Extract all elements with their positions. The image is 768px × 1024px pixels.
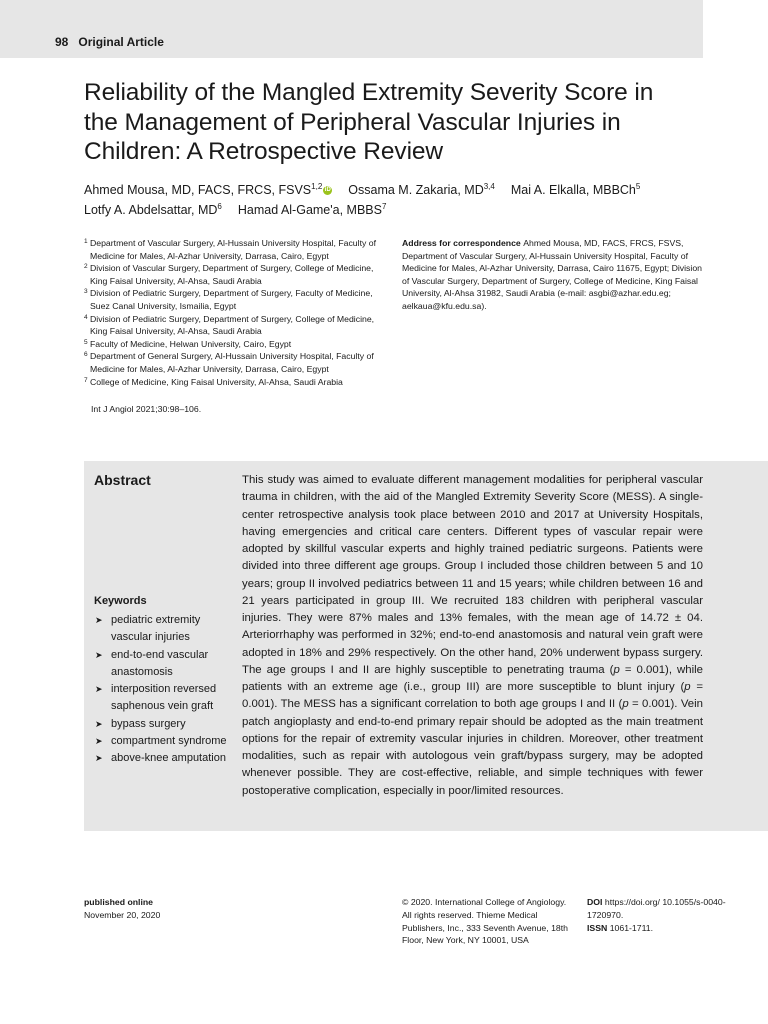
keyword-item: ➤ above-knee amputation [94,750,234,767]
affiliation-item: 2 Division of Vascular Surgery, Department of Surgery, College of Medicine, King Faisal University, Al-Ahsa, Saudi Arabia [84,263,374,286]
correspondence-address [402,237,707,313]
author: Ossama M. Zakaria, MD$^{3,4}$ [348,181,495,197]
correspondence-text: Ahmed Mousa, MD, FACS, FRCS, FSVS, Department of Vascular Surgery, Al-Hussain University Hospital, Faculty of Medicine for Males, Al-Azhar University, Darrasa, Cairo 11675, Egypt; Division of Vascular Surgery, Department of Surgery, College of Medicine, King Faisal University, Al-Ahsa 31982, Saudi Arabia (e-mail: asgbi@azhar.edu.eg; aelkaua@kfu.edu.sa). [402,238,702,311]
affiliation-item: 1 Department of Vascular Surgery, Al-Hussain University Hospital, Faculty of Medicine for Males, Al-Azhar University, Darrasa, Cairo, Egypt [84,238,376,261]
header-text [55,35,164,49]
arrow-icon: ➤ [95,684,103,695]
doi-label: DOI [587,897,603,907]
keywords-list [94,612,234,768]
affiliation-item: 5 Faculty of Medicine, Helwan University, Cairo, Egypt [84,338,292,349]
doi-link[interactable]: https://doi.org/ 10.1055/s-0040-1720970. [587,897,726,920]
keyword-item: ➤ end-to-end vascular anastomosis [95,648,209,678]
copyright-notice: © 2020. International College of Angiology. All rights reserved. Thieme Medical Publishers, Inc., 333 Seventh Avenue, 18th Floor, New York, NY 10001, USA [402,897,568,946]
affiliation-item: 4 Division of Pediatric Surgery, Department of Surgery, College of Medicine, King Faisal University, Al-Ahsa, Saudi Arabia [84,313,375,337]
arrow-icon: ➤ [95,718,103,729]
keyword-item: ➤ pediatric extremity vascular injuries [95,614,201,644]
author-list [84,180,724,220]
author: Lotfy A. Abdelsattar, $MD^6$ [84,201,222,217]
journal-citation: Int J Angiol 2021;30:98–106. [91,404,202,414]
arrow-icon: ➤ [95,615,103,625]
keyword-item: ➤ interposition reversed saphenous vein graft [95,683,217,713]
article-type: Original Article [78,35,164,49]
published-label: published online [84,897,154,907]
keywords-heading: Keywords [94,595,147,607]
affiliation-item: 3 Division of Pediatric Surgery, Department of Surgery, Faculty of Medicine, Suez Canal University, Ismailia, Egypt [84,288,373,311]
published-date: November 20, 2020 [84,909,161,920]
keyword-item: ➤ compartment syndrome [94,733,234,750]
abstract-body: This study was aimed to evaluate different management modalities for peripheral vascular trauma in children, with the aid of the Mangled Extremity Severity Score (MESS). A single-center retrospective analysis took place between 2010 and 2017 at University Hospitals, having emergencies and critical care centers. Different types of vascular repair were adopted by skillful vascular experts and highly trained pediatric surgeons. Patients were divided into three different age groups. Group I included those children between 5 and 10 years; group II involved pediatrics between 11 and 15 years; while children between 16 and 21 years participated in group III. We recruited 183 children with peripheral vascular injuries. They were 87% males and 13% females, with the mean age of 14.72 ± 04. Arteriorrhaphy was performed in 32%; end-to-end anastomosis and natural vein graft were adopted in 18% and 29% respectively. On the other hand, 20% underwent bypass surgery. The age groups I and II are highly susceptible to penetrating trauma (p = 0.001), while patients with an extreme age (i.e., group III) are more susceptible to blunt injury (p = 0.001). The MESS has a significant correlation to both age groups I and II (p = 0.001). Vein patch angioplasty and end-to-end primary repair should be adopted as the main treatment options for the repair of extremity vascular injuries in children. Moreover, other treatment modalities, such as repair with autologous vein graft/bypass surgery, may be adopted whenever possible. They are cost-effective, reliable, and simple techniques with fewer postoperative complication, especially in poor/limited resources. [242,474,703,797]
publication-date [84,896,160,922]
article-title: Reliability of the Mangled Extremity Severity Score in the Management of Peripheral Vascular Injuries in Children: A Retrospective Review [84,79,654,165]
affiliation-item: 7 College of Medicine, King Faisal University, Al-Ahsa, Saudi Arabia [84,376,343,387]
issn-label: ISSN [587,922,608,933]
affiliations [84,237,389,388]
running-header [0,0,703,58]
correspondence-label: Address for correspondence [402,238,521,248]
arrow-icon: ➤ [95,736,103,747]
issn-value: 1061-1711. [609,922,654,933]
author: Hamad Al-Game'a, MBBS$^7$ [237,201,387,217]
identifiers [587,896,727,934]
keyword-item: ➤ bypass surgery [94,716,234,733]
abstract-heading: Abstract [94,472,151,488]
arrow-icon: ➤ [95,753,103,764]
page-number: 98 [55,35,69,49]
author: Mai A. Elkalla, MBBCh$^5$ [510,181,641,197]
orcid-icon[interactable]: iD [324,187,331,193]
affiliation-item: 6 Department of General Surgery, Al-Hussain University Hospital, Faculty of Medicine for Males, Al-Azhar University, Darrasa, Cairo, Egypt [84,351,374,374]
author: Ahmed Mousa, MD, FACS, FRCS, FSVS$^{1,2}$ iD [84,181,331,197]
arrow-icon: ➤ [95,649,103,660]
